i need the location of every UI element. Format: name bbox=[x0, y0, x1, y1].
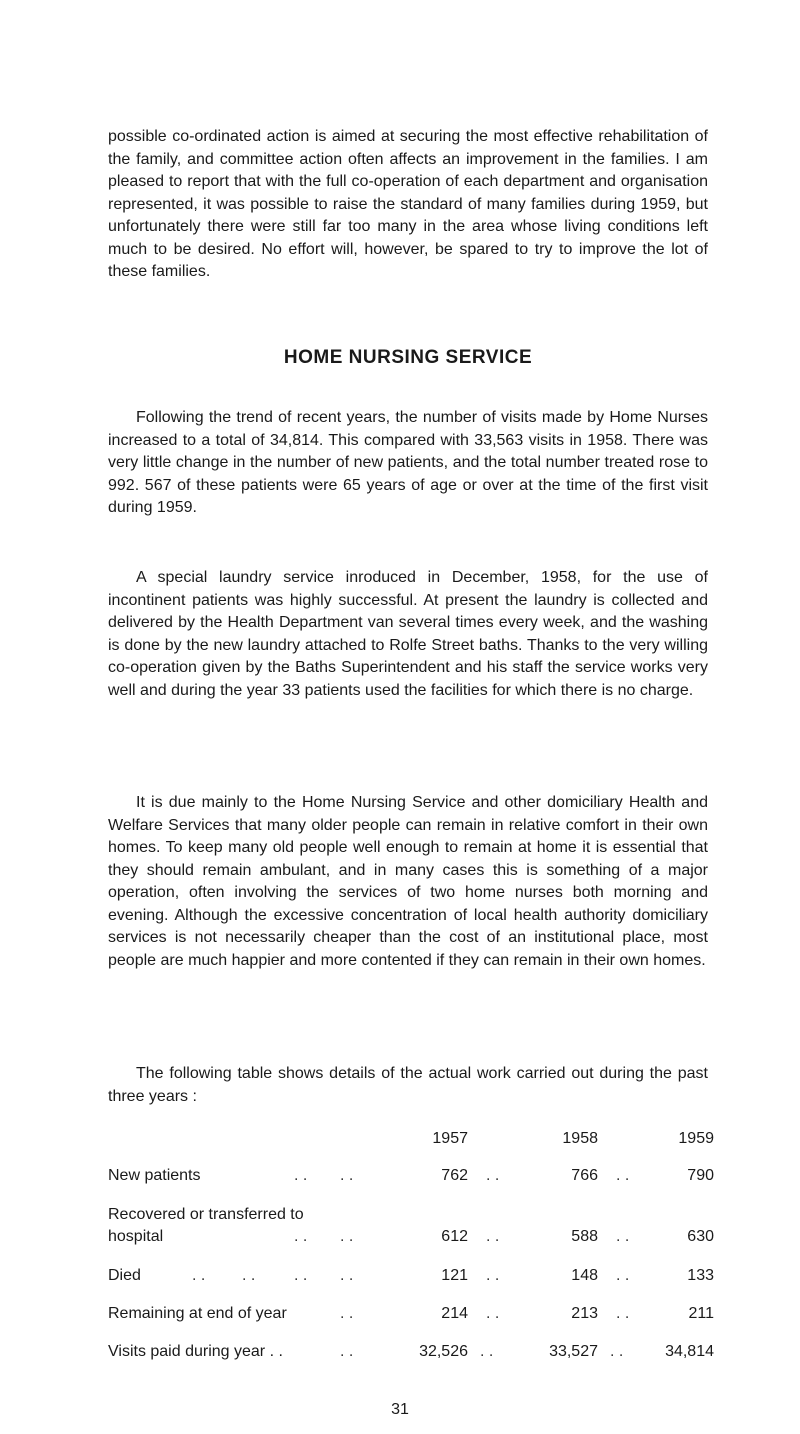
year-header: 1959 bbox=[678, 1130, 714, 1147]
leader-dots: . . bbox=[610, 1343, 624, 1360]
intro-paragraph: possible co-ordinated action is aimed at securing the most effective rehabilitation of the family, and committee action often affects an improvement in the families. I am pleased to report that with the full co-operation of each department and organisation represented, it was possible to raise the standard of many families during 1959, but unfortunately there were still far too many in the area whose living conditions left much to be desired. No effort will, however, be spared to try to improve the lot of these families. bbox=[108, 128, 708, 280]
paragraph-domiciliary: It is due mainly to the Home Nursing Service and other domiciliary Health and Welfare Services that many older people can remain in relative comfort in their own homes. To keep many old people well enough to remain at home it is essential that they should remain ambulant, and in many cases this is something of a major operation, often involving the services of two home nurses both morning and evening. Although the excessive concentration of local health authority domiciliary services is not necessarily cheaper than the cost of an institutional place, most people are much happier and more contented if they can remain in their own homes. bbox=[108, 794, 708, 969]
leader-dots: . . bbox=[294, 1228, 308, 1245]
leader-dots: . . bbox=[616, 1167, 630, 1184]
table-cell: 213 bbox=[571, 1305, 598, 1322]
table-cell: 612 bbox=[441, 1228, 468, 1245]
leader-dots: . . bbox=[340, 1167, 354, 1184]
row-label: Remaining at end of year bbox=[108, 1305, 287, 1322]
leader-dots: . . bbox=[294, 1267, 308, 1284]
leader-dots: . . bbox=[486, 1167, 500, 1184]
leader-dots: . . bbox=[340, 1267, 354, 1284]
leader-dots: . . bbox=[340, 1305, 354, 1322]
table-cell: 121 bbox=[441, 1267, 468, 1284]
table-cell: 630 bbox=[687, 1228, 714, 1245]
row-label: New patients bbox=[108, 1167, 201, 1184]
year-header: 1957 bbox=[432, 1130, 468, 1147]
leader-dots: . . bbox=[340, 1228, 354, 1245]
year-header: 1958 bbox=[562, 1130, 598, 1147]
table-cell: 133 bbox=[687, 1267, 714, 1284]
leader-dots: . . bbox=[616, 1305, 630, 1322]
leader-dots: . . bbox=[486, 1267, 500, 1284]
leader-dots: . . bbox=[486, 1305, 500, 1322]
table-cell: 148 bbox=[571, 1267, 598, 1284]
row-label: Died bbox=[108, 1267, 141, 1284]
table-cell: 588 bbox=[571, 1228, 598, 1245]
table-cell: 34,814 bbox=[665, 1343, 714, 1360]
leader-dots: . . bbox=[294, 1167, 308, 1184]
leader-dots: . . bbox=[340, 1343, 354, 1360]
paragraph-laundry: A special laundry service inroduced in December, 1958, for the use of incontinent patients was highly successful. At present the laundry is collected and delivered by the Health Department van several times every week, and the washing is done by the new laundry attached to Rolfe Street baths. Thanks to the very willing co-operation given by the Baths Superintendent and his staff the service works very well and during the year 33 patients used the facilities for which there is no charge. bbox=[108, 569, 708, 699]
table-cell: 762 bbox=[441, 1167, 468, 1184]
leader-dots: . . bbox=[242, 1267, 256, 1284]
section-heading: HOME NURSING SERVICE bbox=[283, 347, 533, 368]
table-cell: 211 bbox=[688, 1305, 714, 1322]
row-label: Visits paid during year . . bbox=[108, 1343, 283, 1360]
table-cell: 790 bbox=[687, 1167, 714, 1184]
paragraph-table-intro: The following table shows details of the actual work carried out during the past three years : bbox=[108, 1065, 708, 1105]
leader-dots: . . bbox=[486, 1228, 500, 1245]
leader-dots: . . bbox=[616, 1267, 630, 1284]
table-cell: 766 bbox=[571, 1167, 598, 1184]
table-cell: 33,527 bbox=[549, 1343, 598, 1360]
paragraph-visits: Following the trend of recent years, the number of visits made by Home Nurses increased to a total of 34,814. This compared with 33,563 visits in 1958. There was very little change in the number of new patients, and the total number treated rose to 992. 567 of these patients were 65 years of age or over at the time of the first visit during 1959. bbox=[108, 409, 708, 516]
leader-dots: . . bbox=[192, 1267, 206, 1284]
row-label: Recovered or transferred to bbox=[108, 1206, 304, 1223]
leader-dots: . . bbox=[480, 1343, 494, 1360]
table-cell: 32,526 bbox=[419, 1343, 468, 1360]
leader-dots: . . bbox=[616, 1228, 630, 1245]
page-number: 31 bbox=[391, 1401, 409, 1418]
row-label-continued: hospital bbox=[108, 1228, 164, 1245]
table-cell: 214 bbox=[441, 1305, 468, 1322]
